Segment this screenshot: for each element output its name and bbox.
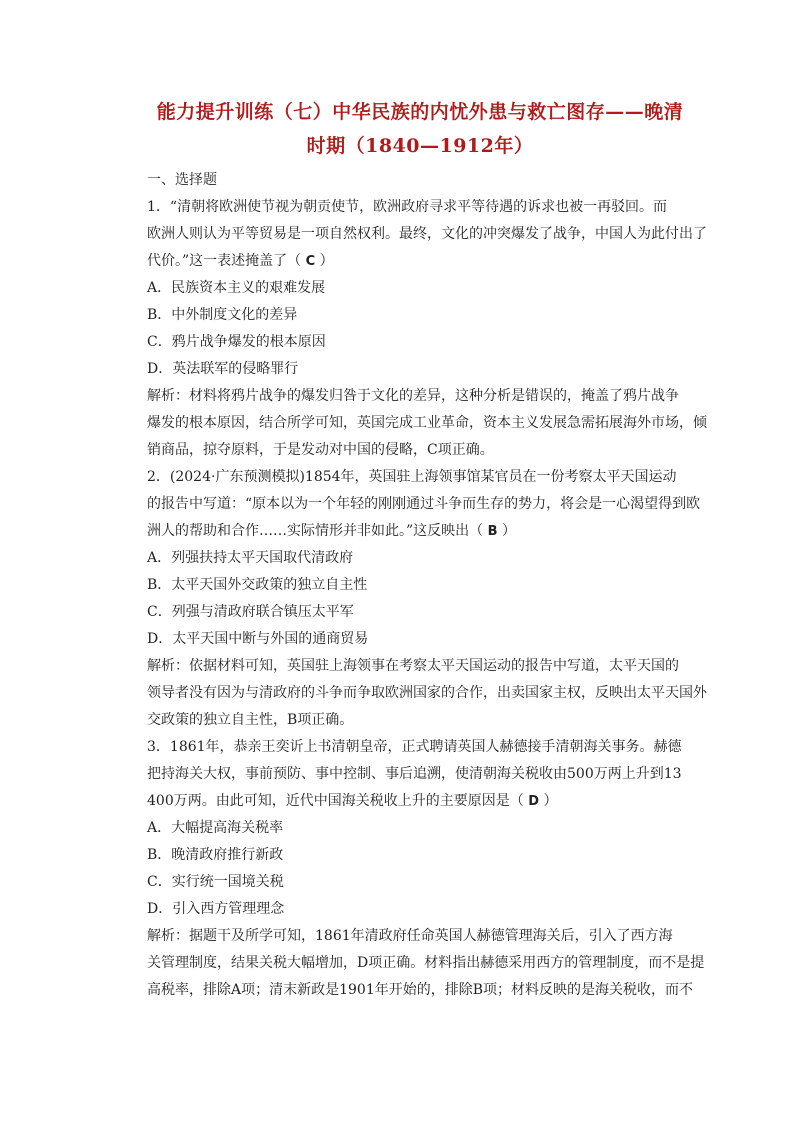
question-3-stem-line-3 bbox=[147, 792, 687, 811]
question-3-option-d: D．引入西方管理理念 bbox=[147, 901, 285, 917]
question-2-option-c: C．列强与清政府联合镇压太平军 bbox=[147, 604, 354, 620]
question-2-option-b: B．太平天国外交政策的独立自主性 bbox=[147, 577, 368, 593]
question-3-analysis-line-1: 解析：据题干及所学可知，1861年清政府任命英国人赫德管理海关后，引入了西方海 bbox=[147, 928, 673, 944]
question-2-analysis-line-3: 交政策的独立自主性，B项正确。 bbox=[147, 712, 354, 728]
question-1-answer-close: ） bbox=[319, 253, 334, 269]
document-title-line-1: 能力提升训练（七）中华民族的内忧外患与救亡图存——晚清 bbox=[156, 101, 684, 123]
question-3-answer: D bbox=[528, 794, 539, 809]
question-3-stem-line-2: 把持海关大权，事前预防、事中控制、事后追溯，使清朝海关税收由500万两上升到13 bbox=[147, 766, 682, 782]
question-2-option-a: A．列强扶持太平天国取代清政府 bbox=[147, 550, 354, 566]
question-3-analysis-line-3: 高税率，排除A项；清末新政是1901年开始的，排除B项；材料反映的是海关税收，而不 bbox=[147, 982, 694, 998]
question-1-option-c: C．鸦片战争爆发的根本原因 bbox=[147, 334, 326, 350]
question-1-analysis-line-1: 解析：材料将鸦片战争的爆发归咎于文化的差异，这种分析是错误的，掩盖了鸦片战争 bbox=[147, 388, 679, 404]
question-2-answer-close: ） bbox=[501, 523, 516, 539]
question-3-option-c: C．实行统一国境关税 bbox=[147, 874, 284, 890]
question-1-option-b: B．中外制度文化的差异 bbox=[147, 307, 298, 323]
question-2-stem-line-1: 2．(2024·广东预测模拟)1854年，英国驻上海领事馆某官员在一份考察太平天国运动 bbox=[147, 469, 677, 485]
section-heading: 一、选择题 bbox=[147, 172, 217, 188]
question-3-option-b: B．晚清政府推行新政 bbox=[147, 847, 284, 863]
question-2-stem-text: 洲人的帮助和合作……实际情形并非如此。”这反映出（ bbox=[147, 523, 484, 539]
question-3-stem-line-1: 3．1861年，恭亲王奕䜣上书清朝皇帝，正式聘请英国人赫德接手清朝海关事务。赫德 bbox=[147, 739, 682, 755]
question-3-analysis-line-2: 关管理制度，结果关税大幅增加，D项正确。材料指出赫德采用西方的管理制度，而不是提 bbox=[147, 955, 705, 971]
question-1-option-d: D．英法联军的侵略罪行 bbox=[147, 361, 299, 377]
question-1-stem-text: 代价。”这一表述掩盖了（ bbox=[147, 253, 302, 269]
question-2-stem-line-2: 的报告中写道：“原本以为一个年轻的刚刚通过斗争而生存的势力，将会是一心渴望得到欧 bbox=[147, 496, 701, 512]
question-3-answer-close: ） bbox=[543, 793, 558, 809]
question-2-stem-line-3 bbox=[147, 522, 687, 541]
question-3-stem-text: 400万两。由此可知，近代中国海关税收上升的主要原因是（ bbox=[147, 793, 524, 809]
document-title-line-2: 时期（1840—1912年） bbox=[306, 135, 534, 157]
question-2-answer: B bbox=[487, 524, 498, 539]
question-2-analysis-line-1: 解析：依据材料可知，英国驻上海领事在考察太平天国运动的报告中写道，太平天国的 bbox=[147, 658, 679, 674]
question-1-stem-line-1: 1．“清朝将欧洲使节视为朝贡使节，欧洲政府寻求平等待遇的诉求也被一再驳回。而 bbox=[147, 199, 668, 215]
question-1-analysis-line-2: 爆发的根本原因，结合所学可知，英国完成工业革命，资本主义发展急需拓展海外市场，倾 bbox=[147, 415, 707, 431]
question-1-stem-line-2: 欧洲人则认为平等贸易是一项自然权利。最终，文化的冲突爆发了战争，中国人为此付出了 bbox=[147, 226, 707, 242]
question-1-option-a: A．民族资本主义的艰难发展 bbox=[147, 280, 326, 296]
question-2-option-d: D．太平天国中断与外国的通商贸易 bbox=[147, 631, 369, 647]
question-1-stem-line-3 bbox=[147, 252, 687, 271]
question-1-answer: C bbox=[305, 254, 316, 269]
question-3-option-a: A．大幅提高海关税率 bbox=[147, 820, 284, 836]
question-1-analysis-line-3: 销商品，掠夺原料，于是发动对中国的侵略，C项正确。 bbox=[147, 442, 494, 458]
question-2-analysis-line-2: 领导者没有因为与清政府的斗争而争取欧洲国家的合作，出卖国家主权，反映出太平天国外 bbox=[147, 685, 707, 701]
